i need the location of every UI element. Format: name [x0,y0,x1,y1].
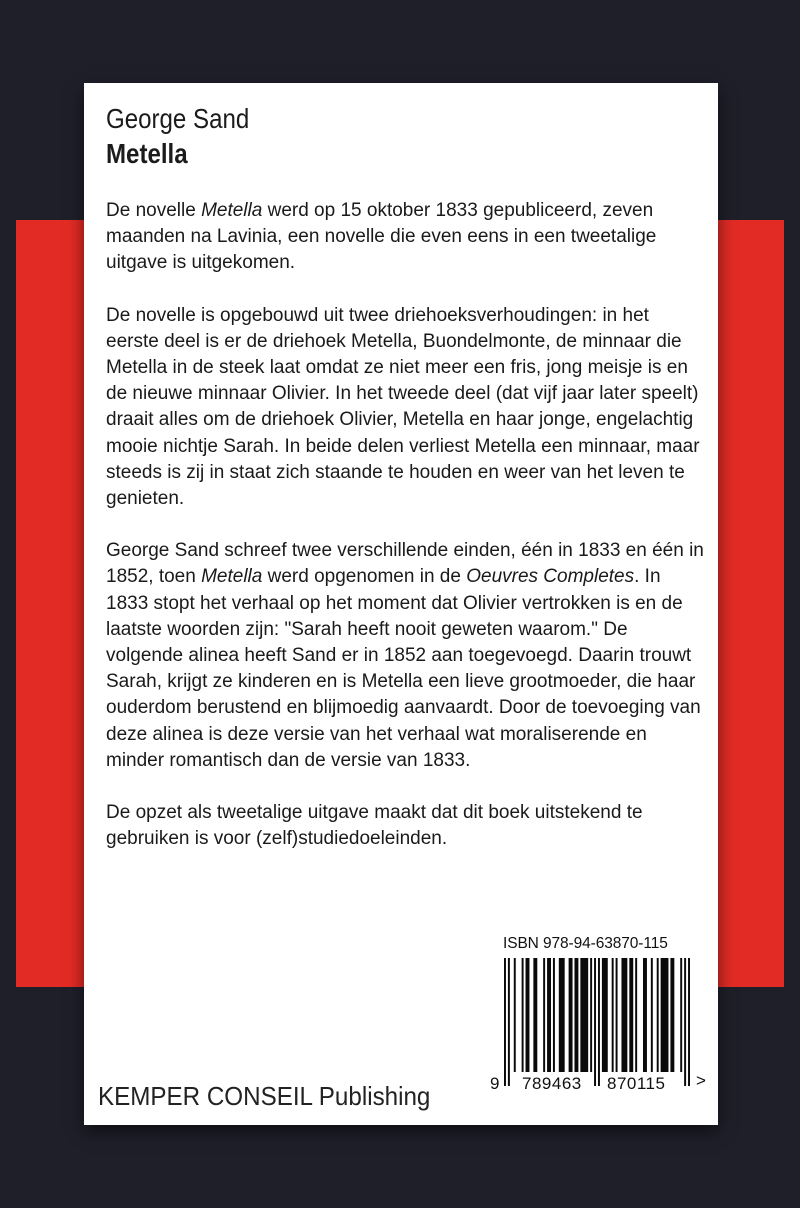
blurb-text: De novelle is opgebouwd uit twee driehoeksverhoudingen: in het eerste deel is er de driehoek Metella, Buondelmonte, de minnaar die Metella in de steek laat omdat ze niet meer een fris, jong meisje is en de nieuwe minnaar Olivier. In het tweede deel (dat vijf jaar later speelt) draait alles om de driehoek Olivier, Metella en haar jonge, engelachtig mooie nichtje Sarah. In beide delen verliest Metella een minnaar, maar steeds is zij in staat zich staande te houden en weer van het leven te genieten. [106,304,700,510]
barcode-bar [616,958,618,1072]
barcode-bar [657,958,659,1072]
blurb-paragraph-4 [106,800,706,852]
blurb-paragraph-2 [106,303,706,513]
blurb-paragraph-1 [106,198,706,277]
barcode-bar [670,958,674,1072]
barcode-bar [508,958,510,1086]
blurb-paragraph-3 [106,538,706,774]
barcode-bar [688,958,690,1086]
blurb-text: . In 1833 stopt het verhaal op het moment dat Olivier vertrokken is en de laatste woorden zijn: "Sarah heeft nooit geweten waarom." De volgende alinea heeft Sand er in 1852 aan toegevoegd. Daarin trouwt Sarah, krijgt ze kinderen en is Metella een lieve grootmoeder, die haar ouderdom berustend en blijmoedig aanvaardt. Door de toevoeging van deze alinea is deze versie van het verhaal wat moraliserende en minder romantisch dan de versie van 1833. [106,566,701,771]
barcode-bar [569,958,573,1072]
barcode-bar [580,958,588,1072]
barcode-bar [635,958,637,1072]
publisher-name: KEMPER CONSEIL Publishing [98,1081,431,1111]
barcode-bar [590,958,592,1072]
barcode-arrow: > [696,1071,706,1090]
barcode-bar [680,958,682,1072]
barcode-left-group: 789463 [522,1074,582,1093]
barcode-bar [651,958,653,1072]
italic-title-text: Metella [201,566,263,588]
book-title: Metella [106,138,188,169]
barcode-bar [526,958,530,1072]
barcode-bar [533,958,537,1072]
blurb-text: George Sand schreef twee verschillende einden, één in 1833 en één in 1852, toen [106,540,704,588]
italic-title-text: Oeuvres Completes [466,566,635,588]
barcode-bar [594,958,596,1086]
barcode-first-digit: 9 [490,1074,500,1093]
barcode-bar [514,958,516,1072]
barcode-right-group: 870115 [607,1074,666,1093]
barcode-bar [553,958,555,1072]
barcode-bar [574,958,578,1072]
barcode-bar [661,958,669,1072]
blurb [106,198,706,878]
barcode-bar [598,958,600,1086]
barcode-bar [684,958,686,1086]
barcode-bar [522,958,524,1072]
blurb-text: werd opgenomen in de [262,566,467,588]
italic-title-text: Metella [201,200,263,221]
barcode-bar [643,958,647,1072]
barcode-bar [559,958,565,1072]
isbn-label: ISBN 978-94-63870-115 [503,935,668,952]
blurb-text: werd op 15 oktober 1833 gepubliceerd, zeven maanden na Lavinia, een novelle die even eens in een tweetalige uitgave is uitgekomen. [106,200,657,274]
barcode-bar [547,958,551,1072]
blurb-text: De opzet als tweetalige uitgave maakt dat dit boek uitstekend te gebruiken is voor (zelf)studiedoeleinden. [106,802,643,850]
barcode-bar [629,958,633,1072]
blurb-text: De novelle [106,200,202,221]
barcode-bar [543,958,545,1072]
barcode-bar [612,958,614,1072]
barcode [490,958,690,1094]
barcode-bar [602,958,608,1072]
barcode-bar [621,958,627,1072]
author-name: George Sand [106,103,250,134]
book-back-cover [84,83,718,1125]
barcode-bar [504,958,506,1086]
